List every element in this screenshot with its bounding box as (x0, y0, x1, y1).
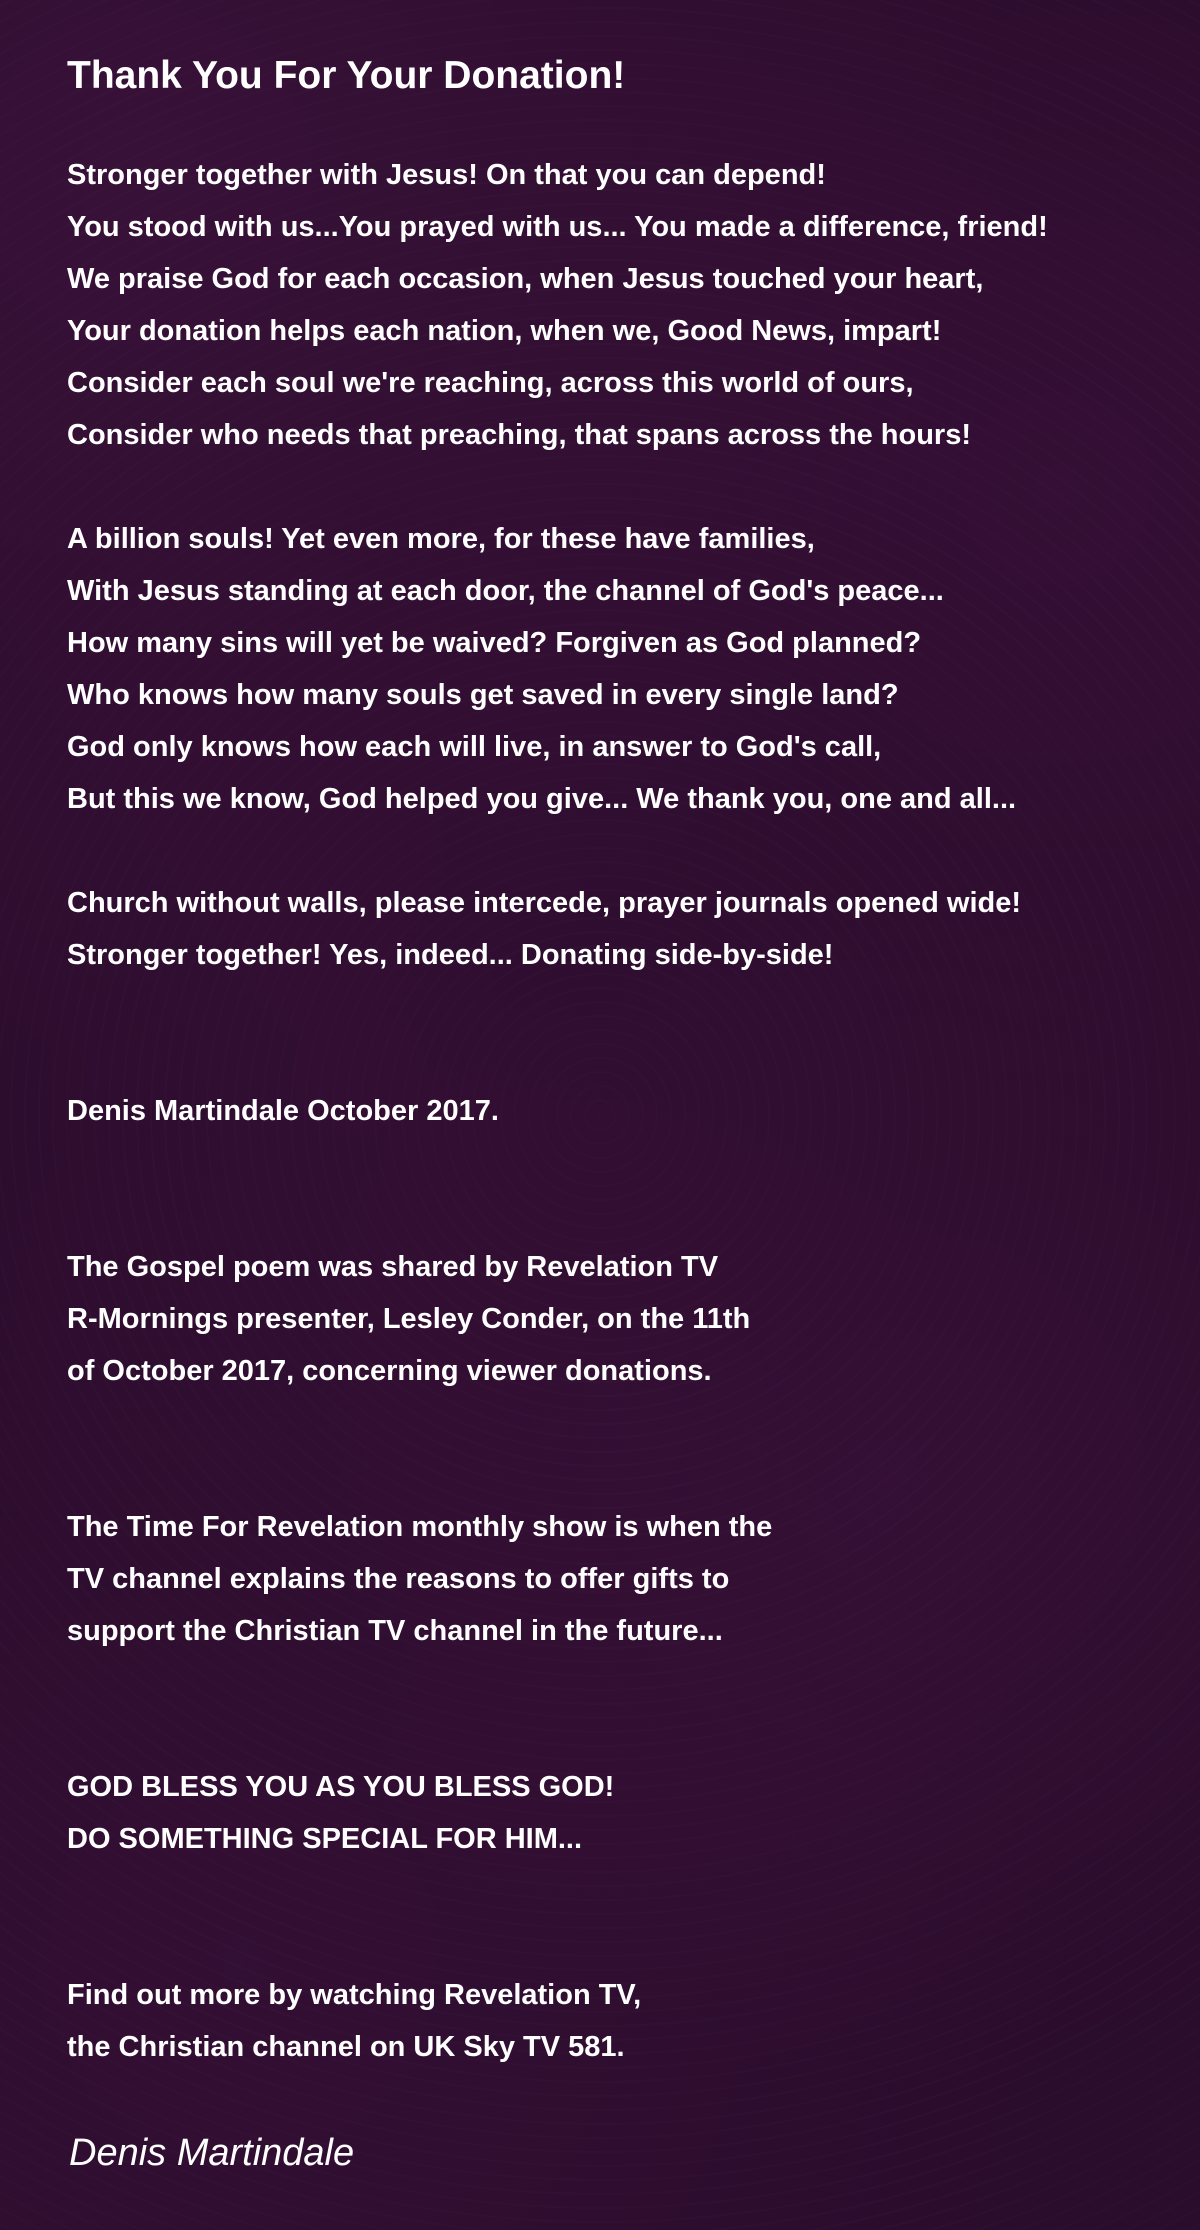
poem-body: Stronger together with Jesus! On that you can depend! You stood with us...You prayed with us... You made a difference, friend! We praise God for each occasion, when Jesus touched your heart, Your donation helps each nation, when we, Good News, impart! Consider each soul we're reaching, across this world of ours, Consider who needs that preaching, that spans across the hours! A billion souls! Yet even more, for these have families, With Jesus standing at each door, the channel of God's peace... How many sins will yet be waived? Forgiven as God planned? Who knows how many souls get saved in every single land? God only knows how each will live, in answer to God's call, But this we know, God helped you give... We thank you, one and all... Church without walls, please intercede, prayer journals opened wide! Stronger together! Yes, indeed... Donating side-by-side! Denis Martindale October 2017. The Gospel poem was shared by Revelation TV R-Mornings presenter, Lesley Conder, on the 11th of October 2017, concerning viewer donations. The Time For Revelation monthly show is when the TV channel explains the reasons to offer gifts to support the Christian TV channel in the future... GOD BLESS YOU AS YOU BLESS GOD! DO SOMETHING SPECIAL FOR HIM... Find out more by watching Revelation TV, the Christian channel on UK Sky TV 581. (67, 159, 1048, 2063)
poem-title: Thank You For Your Donation! (67, 54, 626, 97)
poem-author: Denis Martindale (69, 2132, 355, 2174)
